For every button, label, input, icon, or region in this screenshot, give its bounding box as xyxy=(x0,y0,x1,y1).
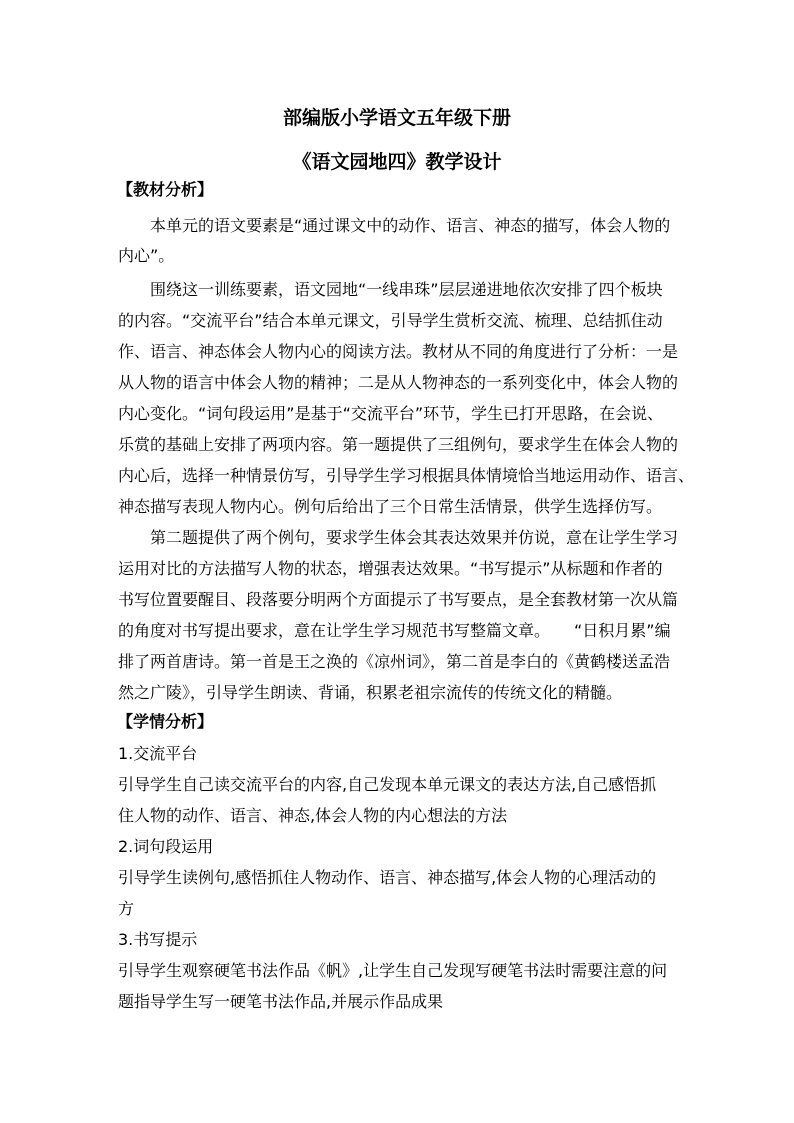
list-item-title: 3.书写提示 xyxy=(118,930,198,949)
paragraph-line: 围绕这一训练要素，语文园地“一线串珠”层层递进地依次安排了四个板块 xyxy=(150,280,663,299)
paragraph-line: 第二题提供了两个例句，要求学生体会其表达效果并仿说，意在让学生学习 xyxy=(150,528,679,547)
paragraph-line: 内心”。 xyxy=(118,246,175,265)
list-item-text: 方 xyxy=(118,899,135,918)
paragraph-line: 运用对比的方法描写人物的状态，增强表达效果。“书写提示”从标题和作者的 xyxy=(118,559,663,578)
list-item-text: 引导学生自己读交流平台的内容,自己发现本单元课文的表达方法,自己感悟抓 xyxy=(118,775,657,794)
list-item-text: 引导学生读例句,感悟抓住人物动作、语言、神态描写,体会人物的心理活动的 xyxy=(118,868,657,887)
paragraph-line: 神态描写表现人物内心。例句后给出了三个日常生活情景，供学生选择仿写。 xyxy=(118,497,663,516)
paragraph-line: 的内容。“交流平台”结合本单元课文，引导学生赏析交流、梳理、总结抓住动 xyxy=(118,311,663,330)
paragraph-line: 的角度对书写提出要求，意在让学生学习规范书写整篇文章。 “日积月累”编 xyxy=(118,621,671,640)
paragraph-line: 从人物的语言中体会人物的精神；二是从人物神态的一系列变化中，体会人物的 xyxy=(118,373,679,392)
paragraph-line: 本单元的语文要素是“通过课文中的动作、语言、神态的描写，体会人物的 xyxy=(150,216,671,235)
section-heading-learning-analysis: 【学情分析】 xyxy=(117,712,214,731)
paragraph-line: 内心变化。“词句段运用”是基于“交流平台”环节，学生已打开思路，在会说、 xyxy=(118,404,664,423)
document-title: 部编版小学语文五年级下册 xyxy=(282,107,511,129)
list-item-text: 题指导学生写一硬笔书法作品,并展示作品成果 xyxy=(118,992,444,1011)
paragraph-line: 作、语言、神态体会人物内心的阅读方法。教材从不同的角度进行了分析：一是 xyxy=(118,342,679,361)
paragraph-line: 然之广陵》，引导学生朗读、背诵，积累老祖宗流传的传统文化的精髓。 xyxy=(118,683,623,702)
list-item-text: 住人物的动作、语言、神态,体会人物的内心想法的方法 xyxy=(118,806,508,825)
paragraph-line: 书写位置要醒目、段落要分明两个方面提示了书写要点，是全套教材第一次从篇 xyxy=(118,590,679,609)
list-item-title: 1.交流平台 xyxy=(118,744,198,763)
list-item-text: 引导学生观察硬笔书法作品《帆》,让学生自己发现写硬笔书法时需要注意的问 xyxy=(118,961,668,980)
list-item-title: 2.词句段运用 xyxy=(118,837,214,856)
paragraph-line: 排了两首唐诗。第一首是王之涣的《凉州词》，第二首是李白的《黄鹤楼送孟浩 xyxy=(118,652,671,671)
document-subtitle: 《语文园地四》教学设计 xyxy=(292,151,502,173)
paragraph-line: 乐赏的基础上安排了两项内容。第一题提供了三组例句，要求学生在体会人物的 xyxy=(118,435,679,454)
section-heading-textbook-analysis: 【教材分析】 xyxy=(117,180,214,199)
paragraph-line: 内心后，选择一种情景仿写，引导学生学习根据具体情境恰当地运用动作、语言、 xyxy=(118,466,695,485)
